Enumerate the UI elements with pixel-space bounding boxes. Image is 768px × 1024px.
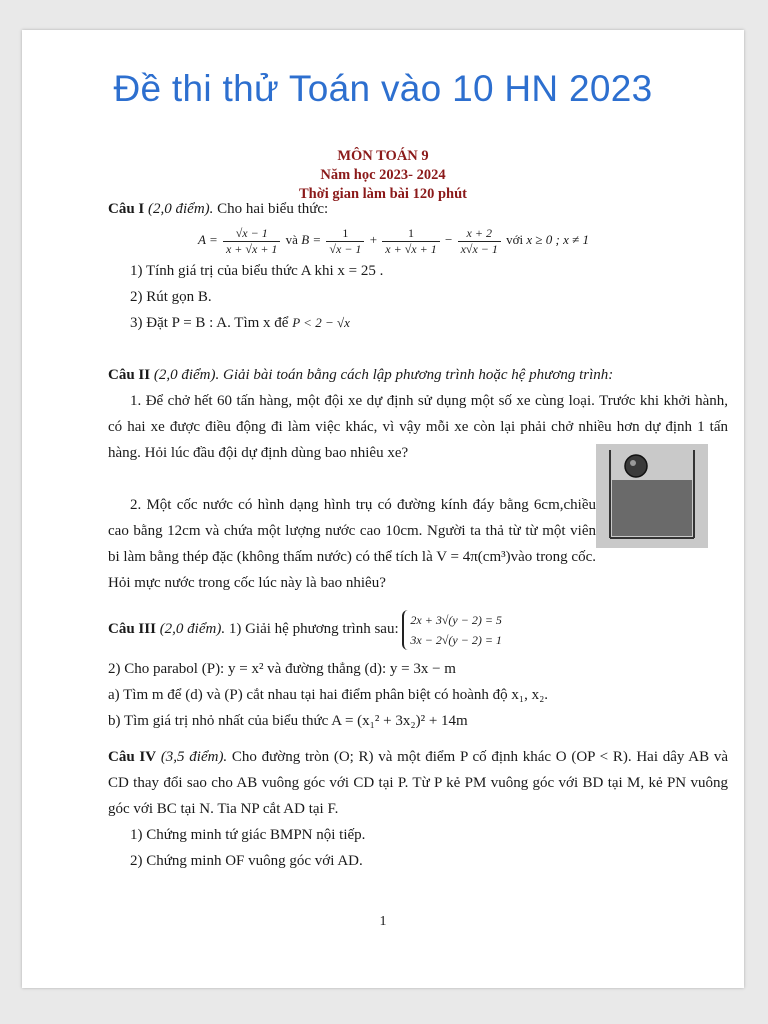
q1-item-3 bbox=[108, 310, 728, 336]
a-num: √x − 1 bbox=[223, 226, 280, 242]
q4-item-2: 2) Chứng minh OF vuông góc với AD. bbox=[130, 853, 363, 869]
q1-item-3-math: P < 2 − √x bbox=[292, 315, 350, 330]
time-line: Thời gian làm bài 120 phút bbox=[299, 186, 467, 202]
page-number: 1 bbox=[379, 914, 387, 929]
system-eq-1: 2x + 3√(y − 2) = 5 bbox=[410, 612, 502, 627]
q4-label: Câu IV bbox=[108, 749, 157, 765]
q3-part-a: a) Tìm m để (d) và (P) cắt nhau tại hai điểm phân biệt có hoành độ x₁, x₂. bbox=[108, 687, 549, 703]
q3-label: Câu III bbox=[108, 621, 156, 637]
plus-sign: + bbox=[369, 232, 378, 247]
and-word: và bbox=[285, 232, 298, 247]
b3-num: x + 2 bbox=[458, 226, 501, 242]
b1-den: √x − 1 bbox=[329, 241, 362, 256]
q1-points: (2,0 điểm). bbox=[148, 201, 214, 217]
q1-item-1: 1) Tính giá trị của biểu thức A khi x = 25 . bbox=[130, 263, 384, 279]
a-den: x + √x + 1 bbox=[225, 241, 278, 256]
minus-sign: − bbox=[444, 232, 453, 247]
a-fraction bbox=[223, 226, 280, 257]
b-lhs: B = bbox=[301, 232, 322, 247]
q2-points: (2,0 điểm). Giải bài toán bằng cách lập phương trình hoặc hệ phương trình: bbox=[153, 367, 614, 383]
q1-intro: Cho hai biểu thức: bbox=[217, 201, 329, 217]
cylinder-figure bbox=[596, 444, 708, 548]
q3-part-2: 2) Cho parabol (P): y = x² và đường thẳng (d): y = 3x − m bbox=[108, 661, 456, 677]
a-lhs: A = bbox=[198, 232, 218, 247]
b2-den: x + √x + 1 bbox=[385, 241, 437, 256]
b-fraction-3 bbox=[458, 226, 501, 257]
q4-points: (3,5 điểm). bbox=[160, 749, 228, 765]
q1-label: Câu I bbox=[108, 201, 145, 217]
b3-den: x√x − 1 bbox=[460, 241, 498, 256]
school-year-line: Năm học 2023- 2024 bbox=[320, 167, 446, 183]
b1-num: 1 bbox=[326, 226, 364, 242]
q1-item-3-text: 3) Đặt P = B : A. Tìm x để bbox=[130, 315, 289, 331]
with-word: với bbox=[506, 232, 524, 247]
q3-part-b: b) Tìm giá trị nhỏ nhất của biểu thức A = (x₁² + 3x₂)² + 14m bbox=[108, 713, 468, 729]
q2-part-1: 1. Để chở hết 60 tấn hàng, một đội xe dự định sử dụng một số xe cùng loại. Trước khi khởi hành, có hai xe được điều động đi làm việc khác, vì vậy mỗi xe còn lại phải chở nhiều hơn dự định 1 tấn hàng. Hỏi lúc đầu đội dự định dùng bao nhiêu xe? bbox=[108, 393, 728, 461]
q4-item-1: 1) Chứng minh tứ giác BMPN nội tiếp. bbox=[130, 827, 366, 843]
q1-formula bbox=[108, 222, 728, 258]
b2-num: 1 bbox=[382, 226, 439, 242]
q1-item-2: 2) Rút gọn B. bbox=[130, 289, 212, 305]
equation-system bbox=[402, 610, 502, 650]
b-fraction-1 bbox=[326, 226, 364, 257]
question-1 bbox=[108, 196, 728, 336]
q3-points: (2,0 điểm). bbox=[159, 621, 226, 637]
banner-title: Đề thi thử Toán vào 10 HN 2023 bbox=[113, 68, 653, 109]
q3-intro: 1) Giải hệ phương trình sau: bbox=[228, 621, 399, 637]
q2-part-2: 2. Một cốc nước có hình dạng hình trụ có đường kính đáy bằng 6cm,chiều cao bằng 12cm và chứa một lượng nước cao 10cm. Người ta thả từ từ một viên bi làm bằng thép đặc (không thấm nước) có thể tích là V = 4π(cm³)vào trong cốc. Hỏi mực nước trong cốc lúc này là bao nhiêu? bbox=[108, 497, 596, 591]
system-eq-2: 3x − 2√(y − 2) = 1 bbox=[410, 632, 502, 647]
question-3 bbox=[108, 608, 728, 734]
q4-text: Cho đường tròn (O; R) và một điểm P cố định khác O (OP < R). Hai dây AB và CD thay đổi sao cho AB vuông góc với CD tại P. Từ P kẻ PM vuông góc với BD tại M, kẻ PN vuông góc với BC tại N. Tia NP cắt AD tại F. bbox=[108, 749, 728, 817]
q2-label: Câu II bbox=[108, 367, 151, 383]
cylinder-illustration bbox=[596, 444, 708, 548]
b-fraction-2 bbox=[382, 226, 439, 257]
condition: x ≥ 0 ; x ≠ 1 bbox=[526, 232, 590, 247]
subject-line: MÔN TOÁN 9 bbox=[337, 148, 429, 164]
exam-page bbox=[22, 30, 744, 988]
question-4 bbox=[108, 744, 728, 874]
